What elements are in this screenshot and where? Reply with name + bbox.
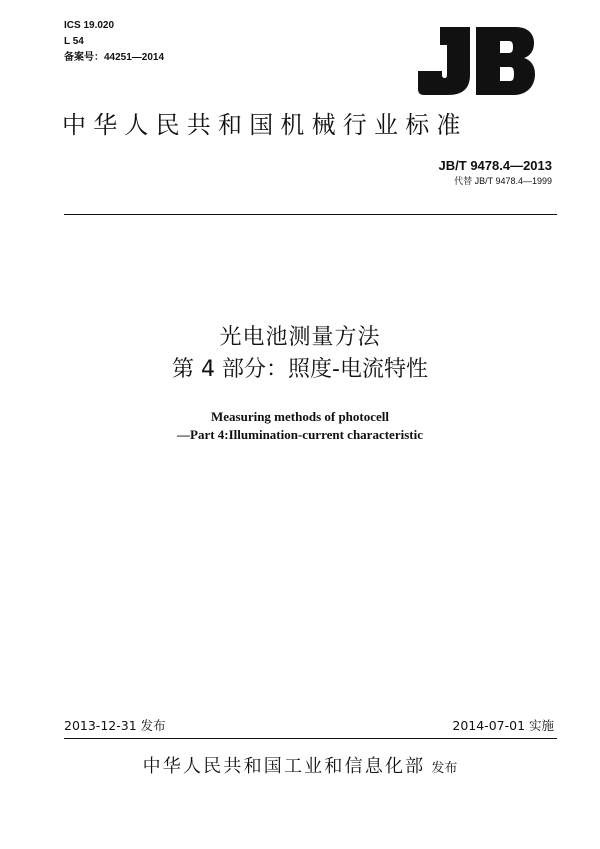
class-code: L 54 (64, 36, 84, 47)
english-title-line2: —Part 4:Illumination-current characteristic (177, 427, 423, 442)
issuing-authority: 中华人民共和国工业和信息化部 (142, 756, 426, 777)
bottom-divider (64, 738, 557, 739)
issuer-line (0, 752, 600, 778)
ics-code: ICS 19.020 (64, 20, 115, 31)
replaces-standard: 代替 JB/T 9478.4—1999 (454, 176, 552, 186)
industry-standard-title: 中华人民共和国机械行业标准 (62, 111, 468, 139)
english-title (0, 408, 600, 444)
jb-logo (418, 25, 536, 97)
date-row (64, 716, 554, 734)
publish-date: 2013-12-31 发布 (64, 718, 166, 733)
classification-block (64, 18, 164, 66)
jb-logo-graphic (418, 25, 536, 97)
standard-number-block (439, 158, 552, 188)
english-title-line1: Measuring methods of photocell (210, 409, 390, 424)
chinese-title (0, 322, 600, 386)
implementation-date: 2014-07-01 实施 (452, 718, 554, 733)
record-number: 备案号：44251—2014 (64, 52, 165, 63)
standard-number: JB/T 9478.4—2013 (438, 158, 552, 173)
top-divider (64, 214, 557, 215)
issue-action: 发布 (431, 761, 458, 776)
chinese-title-line1: 光电池测量方法 (219, 325, 381, 350)
chinese-title-line2: 第 4 部分：照度-电流特性 (172, 357, 428, 382)
